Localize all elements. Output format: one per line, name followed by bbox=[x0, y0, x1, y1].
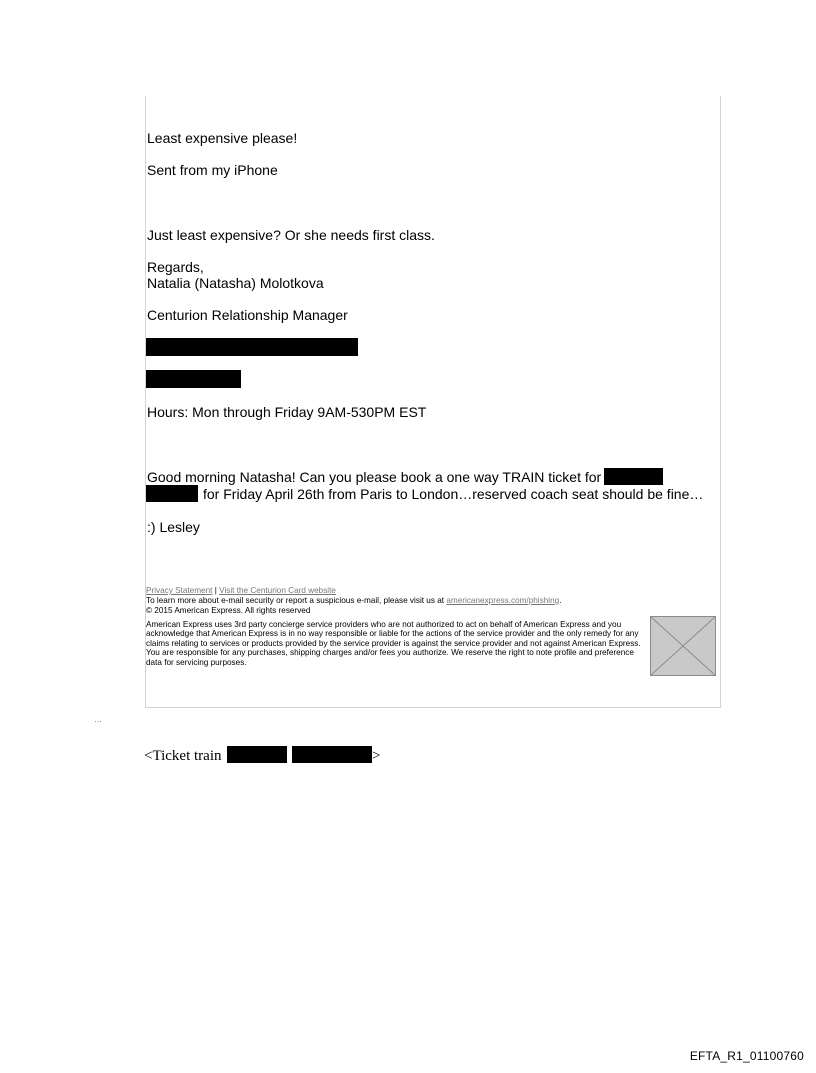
regards-line: Regards, bbox=[147, 259, 204, 275]
image-placeholder-icon bbox=[651, 617, 715, 675]
copyright: © 2015 American Express. All rights reserved bbox=[146, 606, 311, 615]
redaction-bar bbox=[146, 338, 358, 356]
privacy-statement-link[interactable]: Privacy Statement bbox=[146, 586, 213, 595]
question-line: Just least expensive? Or she needs first class. bbox=[147, 227, 435, 243]
attachment-suffix: > bbox=[371, 748, 381, 764]
sent-from: Sent from my iPhone bbox=[147, 162, 278, 178]
redaction-bar bbox=[146, 370, 241, 388]
hours-line: Hours: Mon through Friday 9AM-530PM EST bbox=[147, 404, 427, 420]
footer-links bbox=[146, 586, 336, 596]
document-id: EFTA_R1_01100760 bbox=[689, 1049, 804, 1063]
stray-mark: … bbox=[94, 715, 102, 724]
phishing-link[interactable]: americanexpress.com/phishing bbox=[446, 596, 560, 605]
security-text: To learn more about e-mail security or report a suspicious e-mail, please visit us at bbox=[146, 596, 447, 605]
redaction-bar bbox=[146, 485, 198, 502]
broken-image-placeholder bbox=[650, 616, 716, 676]
redaction-bar bbox=[604, 468, 663, 485]
attachment-prefix: <Ticket train bbox=[144, 748, 222, 764]
request-line-2: for Friday April 26th from Paris to London…reserved coach seat should be fine… bbox=[203, 486, 704, 502]
signer-name: Natalia (Natasha) Molotkova bbox=[147, 275, 324, 291]
reply-line: Least expensive please! bbox=[147, 130, 298, 146]
email-frame bbox=[145, 96, 721, 708]
link-separator: | bbox=[212, 586, 220, 595]
centurion-website-link[interactable]: Visit the Centurion Card website bbox=[219, 586, 336, 595]
attachment-reference[interactable] bbox=[144, 746, 380, 765]
disclaimer: American Express uses 3rd party concierge service providers who are not authorized to act on behalf of American Express and you acknowledge that American Express is in no way responsible or liable for the actions of the service provider and the only remedy for any claims relating to services or products provided by the service provider is against the service provider and not against American Express. You are responsible for any purchases, shipping charges and/or fees you authorize. We reserve the right to note profile and preference data for servicing purposes. bbox=[146, 620, 641, 667]
security-period: . bbox=[559, 596, 562, 605]
redaction-bar bbox=[292, 746, 372, 763]
redaction-bar bbox=[227, 746, 287, 763]
closing-line: :) Lesley bbox=[147, 519, 200, 535]
request-line-1: Good morning Natasha! Can you please book a one way TRAIN ticket for bbox=[147, 469, 602, 485]
signer-title: Centurion Relationship Manager bbox=[147, 307, 348, 323]
security-notice bbox=[146, 596, 561, 606]
